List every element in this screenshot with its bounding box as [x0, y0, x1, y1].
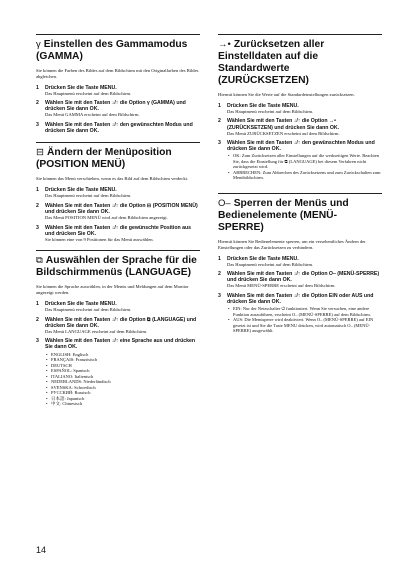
step-number: 1 [218, 102, 221, 109]
step-item [218, 140, 382, 181]
step-number: 1 [218, 255, 221, 262]
step-instruction: Wählen Sie mit den Tasten ↓/↑ die Option →• (ZURÜCKSETZEN) und drücken Sie dann OK. [227, 118, 340, 131]
section-title: Auswählen der Sprache für die Bildschirmmenüs (LANGUAGE) [36, 255, 197, 279]
step-instruction: Drücken Sie die Taste MENU. [227, 255, 299, 262]
language-option: • ESPAÑOL: Spanisch [45, 368, 200, 374]
step-number: 3 [36, 122, 39, 129]
section-menu-position [36, 142, 200, 242]
step-item [36, 203, 200, 221]
section-title: Einstellen des Gammamodus (GAMMA) [36, 39, 188, 62]
step-item [36, 338, 200, 406]
section-heading [36, 251, 200, 279]
section-language [36, 250, 200, 406]
step-item [218, 271, 382, 289]
step-item [36, 85, 200, 97]
section-title: Zurücksetzen aller Einstelldaten auf die Standardwerte (ZURÜCKSETZEN) [218, 39, 325, 86]
step-number: 3 [36, 224, 39, 231]
option-description: • ABBRECHEN: Zum Abbrechen des Zurücksetzens und zum Zurückschalten zum Menübildschirm. [227, 170, 382, 181]
step-result: Das Menü ZURÜCKSETZEN erscheint auf dem Bildschirm. [227, 130, 340, 136]
option-list [227, 153, 382, 181]
step-list [36, 301, 200, 407]
language-option: • DEUTSCH [45, 363, 200, 369]
step-number: 3 [218, 293, 221, 300]
step-list [218, 256, 382, 334]
step-number: 3 [218, 140, 221, 147]
section-intro: Sie können das Menü verschieben, wenn es das Bild auf dem Bildschirm verdeckt. [36, 176, 189, 182]
option-description: • EIN: Nur der Netzschalter ⏻ funktioniert. Wenn Sie versuchen, eine andere Funktion auszuführen, erscheint O‒ (MENÜ-SPERRE) auf dem Bildschirm. [227, 306, 382, 317]
step-instruction: Wählen Sie mit den Tasten ↓/↑ die Option γ (GAMMA) und drücken Sie dann OK. [45, 100, 186, 113]
option-description: • OK: Zum Zurücksetzen aller Einstellungen auf die werkseitigen Werte. Beachten Sie, dass die Einstellung für ⧉ (LANGUAGE) bei diesem Verfahren nicht zurückgesetzt wird. [227, 153, 382, 170]
step-list [218, 103, 382, 181]
section-title: Sperren der Menüs und Bedienelemente (MENÜ-SPERRE) [218, 197, 349, 233]
step-number: 2 [218, 118, 221, 125]
step-instruction: Drücken Sie die Taste MENU. [227, 102, 299, 109]
step-number: 2 [36, 316, 39, 323]
language-option: • ITALIANO: Italienisch [45, 374, 200, 380]
section-heading [36, 143, 200, 171]
step-instruction: Drücken Sie die Taste MENU. [45, 187, 117, 194]
step-instruction: Wählen Sie mit den Tasten ↓/↑ die Option O‒ (MENÜ-SPERRE) und drücken Sie dann OK. [227, 271, 380, 284]
step-instruction: Wählen Sie mit den Tasten ↓/↑ eine Sprache aus und drücken Sie dann OK. [45, 338, 196, 351]
step-result: Das Menü MENÜ-SPERRE erscheint auf dem Bildschirm. [227, 283, 336, 289]
step-number: 3 [36, 338, 39, 345]
step-list [36, 187, 200, 242]
section-title: Ändern der Menüposition (POSITION MENÜ) [36, 147, 172, 171]
step-result: Das Menü GAMMA erscheint auf dem Bildschirm. [45, 112, 140, 118]
language-option: • NEDERLANDS: Niederländisch [45, 379, 200, 385]
step-item [218, 103, 382, 115]
reset-icon: →• [218, 39, 231, 50]
step-item [218, 293, 382, 334]
step-result: Das Hauptmenü erscheint auf dem Bildschirm. [45, 306, 132, 312]
step-number: 2 [218, 271, 221, 278]
language-option: • 日本語: Japanisch [45, 396, 200, 402]
step-instruction: Wählen Sie mit den Tasten ↓/↑ die Option EIN oder AUS und drücken Sie dann OK. [227, 293, 374, 306]
option-list [227, 306, 382, 334]
step-instruction: Drücken Sie die Taste MENU. [45, 300, 117, 307]
left-column [36, 34, 200, 411]
section-intro: Hiermit können Sie die Werte auf die Standardeinstellungen zurücksetzen. [218, 92, 355, 97]
step-number: 1 [36, 84, 39, 91]
page-number: 14 [36, 545, 47, 555]
step-item [36, 122, 200, 134]
step-result: Das Menü POSITION MENÜ wird auf dem Bildschirm angezeigt. [45, 214, 168, 220]
language-list [45, 352, 200, 407]
step-item [36, 317, 200, 335]
section-intro: Sie können die Farben des Bildes auf dem Bildschirm mit den Originalfarben des Bildes abgleichen. [36, 68, 199, 79]
step-number: 1 [36, 300, 39, 307]
section-menu-lock [218, 193, 382, 334]
step-number: 2 [36, 100, 39, 107]
language-option: • ENGLISH: Englisch [45, 352, 200, 358]
language-option: • 中文: Chinesisch [45, 401, 200, 407]
step-result: Das Hauptmenü erscheint auf dem Bildschirm. [227, 261, 314, 267]
gamma-icon: γ [36, 39, 41, 50]
language-option: • FRANÇAIS: Französisch [45, 357, 200, 363]
section-gamma [36, 34, 200, 134]
step-item [36, 301, 200, 313]
step-item [36, 225, 200, 243]
step-list [36, 85, 200, 135]
menu-position-icon: ⊟ [36, 147, 44, 159]
step-number: 1 [36, 187, 39, 194]
step-result: Das Menü LANGUAGE erscheint auf dem Bildschirm. [45, 328, 148, 334]
step-instruction: Wählen Sie mit den Tasten ↓/↑ die Option ⊟ (POSITION MENÜ) und drücken Sie dann OK. [45, 202, 198, 215]
language-option: • SVENSKA: Schwedisch [45, 385, 200, 391]
right-column [218, 34, 382, 338]
step-item [36, 100, 200, 118]
step-item [36, 187, 200, 199]
section-heading [36, 35, 200, 63]
key-icon: O‒ [218, 197, 231, 209]
step-item [218, 256, 382, 268]
section-reset [218, 34, 382, 181]
option-description: • AUS: Die Menüsperre wird deaktiviert. Wenn O‒ (MENÜ-SPERRE) auf EIN gesetzt ist und Sie die Taste MENU drücken, wird automatisch O‒ (MENÜ-SPERRE) ausgewählt. [227, 317, 382, 334]
section-intro: Sie können die Sprache auswählen, in der Menüs und Meldungen auf dem Monitor angezeigt werden. [36, 284, 189, 296]
step-instruction: Drücken Sie die Taste MENU. [45, 84, 117, 91]
step-instruction: Wählen Sie mit den Tasten ↓/↑ die gewünschte Position aus und drücken Sie OK. [45, 224, 192, 237]
step-number: 2 [36, 202, 39, 209]
step-instruction: Wählen Sie mit den Tasten ↓/↑ die Option ⧉ (LANGUAGE) und drücken Sie dann OK. [45, 316, 197, 329]
step-result: Das Hauptmenü erscheint auf dem Bildschirm. [45, 193, 132, 199]
language-option: • РУССКИЙ: Russisch [45, 390, 200, 396]
step-item [218, 118, 382, 136]
language-icon: ⧉ [36, 255, 43, 267]
step-result: Das Hauptmenü erscheint auf dem Bildschirm. [45, 90, 132, 96]
section-intro: Hiermit können Sie Bedienelemente sperren, um ein versehentliches Ändern der Einstellungen oder das Zurücksetzen zu verhindern. [218, 238, 366, 250]
section-heading [218, 35, 382, 87]
section-heading [218, 194, 382, 234]
step-result: Das Hauptmenü erscheint auf dem Bildschirm. [227, 108, 314, 114]
step-instruction: Wählen Sie mit den Tasten ↓/↑ den gewünschten Modus und drücken Sie dann OK. [45, 122, 193, 135]
step-result: Sie können eine von 9 Positionen für das Menü auswählen. [45, 236, 154, 242]
step-instruction: Wählen Sie mit den Tasten ↓/↑ den gewünschten Modus und drücken Sie dann OK. [227, 140, 375, 153]
